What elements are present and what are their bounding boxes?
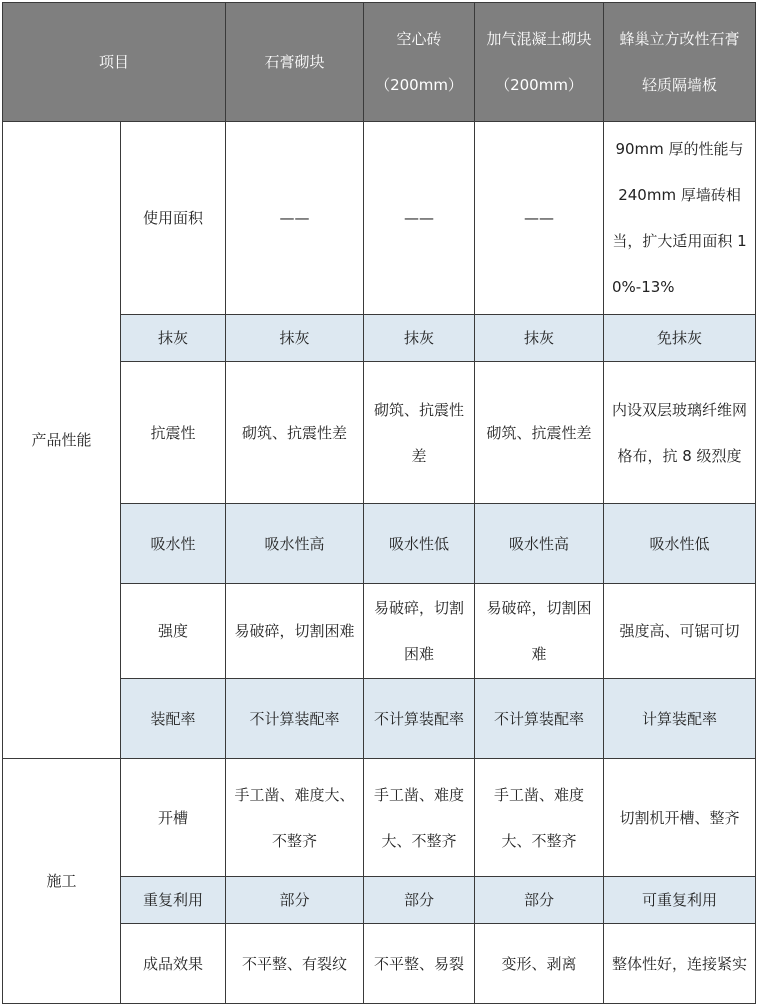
- table-cell: 抹灰: [475, 315, 604, 362]
- table-cell: 变形、剥离: [475, 924, 604, 1004]
- table-cell: 手工凿、难度大、不整齐: [475, 759, 604, 877]
- table-cell: 易破碎，切割困难: [226, 584, 364, 679]
- table-cell: 砌筑、抗震性差: [364, 362, 475, 504]
- table-cell: 不计算装配率: [475, 679, 604, 759]
- header-honeycomb-board: 蜂巢立方改性石膏 轻质隔墙板: [604, 3, 756, 122]
- table-cell: 手工凿、难度大、不整齐: [226, 759, 364, 877]
- table-row: [3, 759, 756, 877]
- row-label: 使用面积: [121, 122, 226, 315]
- group-construction: 施工: [3, 759, 121, 1004]
- header-hollow-brick: 空心砖 （200mm）: [364, 3, 475, 122]
- table-cell: 不计算装配率: [364, 679, 475, 759]
- table-cell: 90mm 厚的性能与 240mm 厚墙砖相当，扩大适用面积 10%-13%: [604, 122, 756, 315]
- group-product-performance: 产品性能: [3, 122, 121, 759]
- row-label: 装配率: [121, 679, 226, 759]
- header-item: 项目: [3, 3, 226, 122]
- table-cell: 不平整、易裂: [364, 924, 475, 1004]
- table-cell: 强度高、可锯可切: [604, 584, 756, 679]
- table-cell: 吸水性高: [226, 504, 364, 584]
- header-row: [3, 3, 756, 122]
- row-label: 强度: [121, 584, 226, 679]
- table-cell: ——: [226, 122, 364, 315]
- table-cell: 部分: [226, 877, 364, 924]
- table-cell: 抹灰: [364, 315, 475, 362]
- table-cell: 部分: [364, 877, 475, 924]
- table-cell: ——: [364, 122, 475, 315]
- row-label: 吸水性: [121, 504, 226, 584]
- comparison-table: [2, 2, 756, 1004]
- table-cell: 内设双层玻璃纤维网格布，抗 8 级烈度: [604, 362, 756, 504]
- table-cell: 易破碎，切割困难: [364, 584, 475, 679]
- table-cell: 免抹灰: [604, 315, 756, 362]
- table-cell: 砌筑、抗震性差: [475, 362, 604, 504]
- table-cell: 切割机开槽、整齐: [604, 759, 756, 877]
- row-label: 抗震性: [121, 362, 226, 504]
- table-cell: 计算装配率: [604, 679, 756, 759]
- table-cell: 易破碎，切割困难: [475, 584, 604, 679]
- table-cell: ——: [475, 122, 604, 315]
- table-cell: 吸水性高: [475, 504, 604, 584]
- table-cell: 吸水性低: [604, 504, 756, 584]
- table-cell: 抹灰: [226, 315, 364, 362]
- row-label: 成品效果: [121, 924, 226, 1004]
- header-aerated-block: 加气混凝土砌块 （200mm）: [475, 3, 604, 122]
- table-cell: 不计算装配率: [226, 679, 364, 759]
- table-cell: 不平整、有裂纹: [226, 924, 364, 1004]
- table-cell: 手工凿、难度大、不整齐: [364, 759, 475, 877]
- row-label: 开槽: [121, 759, 226, 877]
- header-gypsum-block: 石膏砌块: [226, 3, 364, 122]
- table-cell: 砌筑、抗震性差: [226, 362, 364, 504]
- table-row: [3, 122, 756, 315]
- table-cell: 整体性好，连接紧实: [604, 924, 756, 1004]
- table-cell: 部分: [475, 877, 604, 924]
- table-cell: 吸水性低: [364, 504, 475, 584]
- row-label: 抹灰: [121, 315, 226, 362]
- row-label: 重复利用: [121, 877, 226, 924]
- table-cell: 可重复利用: [604, 877, 756, 924]
